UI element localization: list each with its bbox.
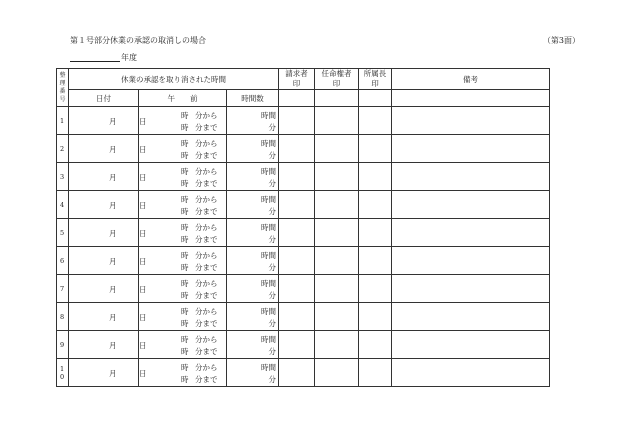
remarks-cell[interactable]	[392, 163, 550, 191]
date-header: 日付	[69, 90, 139, 107]
requester-seal[interactable]	[279, 303, 315, 331]
table-row	[57, 359, 550, 387]
date-cell[interactable]	[69, 303, 147, 331]
cancelled-time-header: 休業の承認を取り消された時間	[69, 69, 279, 90]
month-label: 月	[109, 341, 117, 350]
remarks-cell[interactable]	[392, 219, 550, 247]
hour-label: 時	[181, 151, 189, 160]
until-label: 分まで	[195, 375, 218, 384]
date-cell[interactable]	[69, 135, 147, 163]
hours-cell[interactable]	[227, 135, 279, 163]
month-label: 月	[109, 117, 117, 126]
head-seal[interactable]	[359, 359, 392, 387]
row-number: 3	[57, 163, 69, 191]
hours-cell[interactable]	[227, 331, 279, 359]
hour-label: 時	[181, 139, 189, 148]
row-number: 5	[57, 219, 69, 247]
appointer-seal[interactable]	[315, 107, 359, 135]
hours-label: 時間	[261, 223, 277, 232]
year-blank[interactable]	[70, 53, 120, 62]
date-cell[interactable]	[69, 359, 147, 387]
hours-label: 時間	[261, 139, 277, 148]
day-label: 日	[139, 285, 147, 294]
hours-cell[interactable]	[227, 163, 279, 191]
head-seal-cell[interactable]	[359, 90, 392, 107]
remarks-subcell[interactable]	[392, 90, 550, 107]
hours-cell[interactable]	[227, 275, 279, 303]
month-label: 月	[109, 257, 117, 266]
day-label: 日	[139, 117, 147, 126]
until-label: 分まで	[195, 207, 218, 216]
month-label: 月	[109, 201, 117, 210]
minutes-label: 分	[268, 151, 277, 160]
time-range-cell[interactable]	[139, 303, 227, 331]
until-label: 分まで	[195, 235, 218, 244]
row-number: 8	[57, 303, 69, 331]
head-seal[interactable]	[359, 303, 392, 331]
date-cell[interactable]	[69, 331, 147, 359]
hour-label: 時	[181, 179, 189, 188]
hours-label: 時間	[261, 363, 277, 372]
hours-label: 時間	[261, 335, 277, 344]
from-label: 分から	[195, 251, 218, 260]
time-range-cell[interactable]	[139, 359, 227, 387]
hours-cell[interactable]	[227, 107, 279, 135]
date-cell[interactable]	[69, 107, 147, 135]
hours-header: 時間数	[227, 90, 279, 107]
remarks-cell[interactable]	[392, 247, 550, 275]
appointer-header: 任命権者 印	[315, 69, 359, 90]
minutes-label: 分	[268, 263, 277, 272]
requester-seal[interactable]	[279, 163, 315, 191]
appointer-seal[interactable]	[315, 135, 359, 163]
head-seal[interactable]	[359, 219, 392, 247]
table-row	[57, 331, 550, 359]
from-label: 分から	[195, 279, 218, 288]
day-label: 日	[139, 201, 147, 210]
row-number: 6	[57, 247, 69, 275]
month-label: 月	[109, 229, 117, 238]
row-number: 4	[57, 191, 69, 219]
from-label: 分から	[195, 335, 218, 344]
date-cell[interactable]	[69, 275, 147, 303]
requester-seal[interactable]	[279, 359, 315, 387]
row-number: 9	[57, 331, 69, 359]
month-label: 月	[109, 173, 117, 182]
head-seal[interactable]	[359, 331, 392, 359]
appointer-seal[interactable]	[315, 219, 359, 247]
hours-label: 時間	[261, 111, 277, 120]
remarks-cell[interactable]	[392, 135, 550, 163]
requester-seal[interactable]	[279, 135, 315, 163]
month-label: 月	[109, 285, 117, 294]
hour-label: 時	[181, 207, 189, 216]
appointer-seal[interactable]	[315, 359, 359, 387]
hour-label: 時	[181, 291, 189, 300]
form-title: 第１号部分休業の承認の取消しの場合	[70, 36, 206, 45]
remarks-header: 備考	[392, 69, 550, 90]
until-label: 分まで	[195, 123, 218, 132]
minutes-label: 分	[268, 319, 277, 328]
table-row	[57, 275, 550, 303]
head-header: 所属長 印	[359, 69, 392, 90]
day-label: 日	[139, 173, 147, 182]
table-row	[57, 163, 550, 191]
date-cell[interactable]	[69, 163, 147, 191]
table-row	[57, 107, 550, 135]
until-label: 分まで	[195, 179, 218, 188]
remarks-cell[interactable]	[392, 331, 550, 359]
from-label: 分から	[195, 363, 218, 372]
hour-label: 時	[181, 195, 189, 204]
time-range-cell[interactable]	[139, 219, 227, 247]
day-label: 日	[139, 145, 147, 154]
hour-label: 時	[181, 347, 189, 356]
hours-label: 時間	[261, 167, 277, 176]
until-label: 分まで	[195, 291, 218, 300]
cancellation-table	[56, 68, 550, 387]
remarks-cell[interactable]	[392, 359, 550, 387]
seiri-header: 整理番号	[57, 69, 69, 107]
requester-seal[interactable]	[279, 275, 315, 303]
minutes-label: 分	[268, 207, 277, 216]
month-label: 月	[109, 145, 117, 154]
requester-seal[interactable]	[279, 191, 315, 219]
time-range-cell[interactable]	[139, 191, 227, 219]
requester-seal-cell[interactable]	[279, 90, 315, 107]
until-label: 分まで	[195, 263, 218, 272]
requester-seal[interactable]	[279, 219, 315, 247]
hour-label: 時	[181, 235, 189, 244]
minutes-label: 分	[268, 123, 277, 132]
head-seal[interactable]	[359, 247, 392, 275]
hours-cell[interactable]	[227, 191, 279, 219]
appointer-seal-cell[interactable]	[315, 90, 359, 107]
hours-label: 時間	[261, 251, 277, 260]
time-range-cell[interactable]	[139, 247, 227, 275]
appointer-seal[interactable]	[315, 163, 359, 191]
minutes-label: 分	[268, 179, 277, 188]
month-label: 月	[109, 313, 117, 322]
row-number: 1 0	[57, 359, 69, 387]
minutes-label: 分	[268, 347, 277, 356]
hour-label: 時	[181, 319, 189, 328]
head-seal[interactable]	[359, 191, 392, 219]
from-label: 分から	[195, 223, 218, 232]
table-row	[57, 303, 550, 331]
hour-label: 時	[181, 279, 189, 288]
day-label: 日	[139, 313, 147, 322]
hours-cell[interactable]	[227, 219, 279, 247]
year-label: 年度	[121, 53, 137, 62]
remarks-cell[interactable]	[392, 303, 550, 331]
until-label: 分まで	[195, 319, 218, 328]
appointer-seal[interactable]	[315, 331, 359, 359]
page-label: （第3面）	[542, 36, 580, 45]
minutes-label: 分	[268, 291, 277, 300]
appointer-seal[interactable]	[315, 275, 359, 303]
remarks-cell[interactable]	[392, 191, 550, 219]
hours-label: 時間	[261, 279, 277, 288]
time-range-cell[interactable]	[139, 275, 227, 303]
date-cell[interactable]	[69, 191, 147, 219]
until-label: 分まで	[195, 347, 218, 356]
hours-cell[interactable]	[227, 303, 279, 331]
time-range-cell[interactable]	[139, 107, 227, 135]
from-label: 分から	[195, 195, 218, 204]
requester-header: 請求者 印	[279, 69, 315, 90]
row-number: 1	[57, 107, 69, 135]
day-label: 日	[139, 229, 147, 238]
minutes-label: 分	[268, 375, 277, 384]
head-seal[interactable]	[359, 107, 392, 135]
day-label: 日	[139, 257, 147, 266]
day-label: 日	[139, 341, 147, 350]
until-label: 分まで	[195, 151, 218, 160]
hours-label: 時間	[261, 195, 277, 204]
month-label: 月	[109, 369, 117, 378]
table-row	[57, 191, 550, 219]
hours-cell[interactable]	[227, 359, 279, 387]
table-row	[57, 247, 550, 275]
from-label: 分から	[195, 167, 218, 176]
hour-label: 時	[181, 307, 189, 316]
time-range-cell[interactable]	[139, 331, 227, 359]
remarks-cell[interactable]	[392, 275, 550, 303]
time-range-cell[interactable]	[139, 135, 227, 163]
hours-label: 時間	[261, 307, 277, 316]
from-label: 分から	[195, 111, 218, 120]
hour-label: 時	[181, 251, 189, 260]
requester-seal[interactable]	[279, 107, 315, 135]
requester-seal[interactable]	[279, 247, 315, 275]
hour-label: 時	[181, 111, 189, 120]
from-label: 分から	[195, 307, 218, 316]
row-number: 2	[57, 135, 69, 163]
hour-label: 時	[181, 375, 189, 384]
row-number: 7	[57, 275, 69, 303]
table-row	[57, 135, 550, 163]
hour-label: 時	[181, 167, 189, 176]
day-label: 日	[139, 369, 147, 378]
minutes-label: 分	[268, 235, 277, 244]
hour-label: 時	[181, 335, 189, 344]
hour-label: 時	[181, 363, 189, 372]
head-seal[interactable]	[359, 275, 392, 303]
appointer-seal[interactable]	[315, 191, 359, 219]
date-cell[interactable]	[69, 219, 147, 247]
hours-cell[interactable]	[227, 247, 279, 275]
table-row	[57, 219, 550, 247]
appointer-seal[interactable]	[315, 303, 359, 331]
date-cell[interactable]	[69, 247, 147, 275]
head-seal[interactable]	[359, 163, 392, 191]
hour-label: 時	[181, 123, 189, 132]
time-range-cell[interactable]	[139, 163, 227, 191]
hour-label: 時	[181, 263, 189, 272]
hour-label: 時	[181, 223, 189, 232]
from-label: 分から	[195, 139, 218, 148]
appointer-seal[interactable]	[315, 247, 359, 275]
remarks-cell[interactable]	[392, 107, 550, 135]
head-seal[interactable]	[359, 135, 392, 163]
am-header: 午 前	[139, 90, 227, 107]
requester-seal[interactable]	[279, 331, 315, 359]
